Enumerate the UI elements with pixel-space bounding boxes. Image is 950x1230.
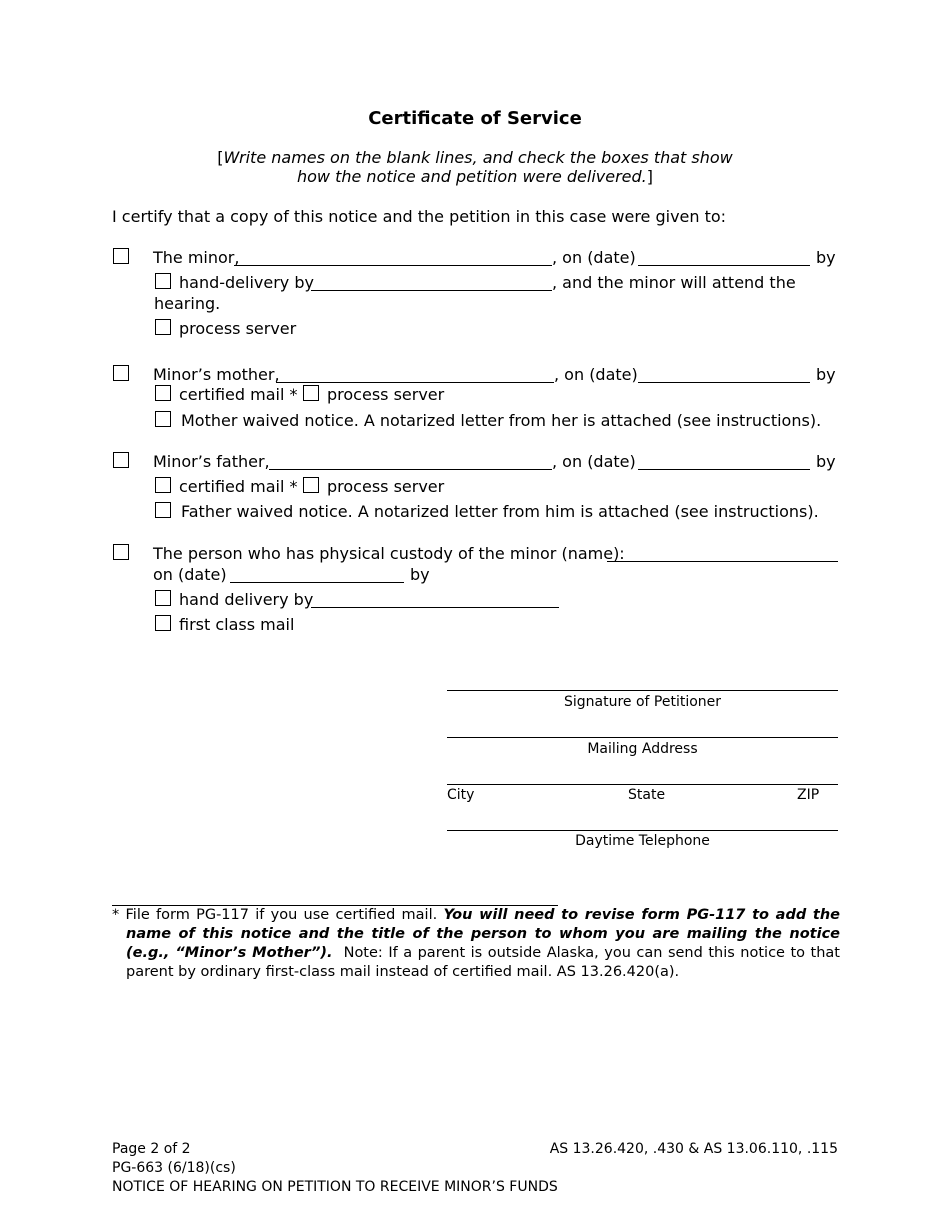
minor-label: The minor, (153, 248, 240, 267)
footer-form-title: NOTICE OF HEARING ON PETITION TO RECEIVE MINOR’S FUNDS (112, 1179, 558, 1195)
custody-name-line[interactable] (607, 561, 838, 562)
page-title: Certificate of Service (368, 108, 582, 129)
state-label: State (628, 787, 666, 803)
city-label: City (447, 787, 475, 803)
father-label: Minor’s father, (153, 452, 270, 471)
father-by-label: by (816, 452, 836, 471)
mother-by-label: by (816, 365, 836, 384)
city-state-zip-line[interactable] (447, 784, 838, 785)
footer-statutes: AS 13.26.420, .430 & AS 13.06.110, .115 (549, 1141, 838, 1157)
father-process-server-checkbox[interactable] (303, 477, 319, 493)
minor-date-line[interactable] (638, 265, 810, 266)
instructions-text-2: how the notice and petition were delivered. (296, 167, 647, 186)
minor-hearing-text: hearing. (154, 294, 221, 313)
minor-on-date-label: , on (date) (552, 248, 636, 267)
minor-attend-text: , and the minor will attend the (552, 273, 796, 292)
custody-hand-delivery-line[interactable] (311, 607, 559, 608)
father-name-line[interactable] (269, 469, 552, 470)
mother-on-date-label: , on (date) (554, 365, 638, 384)
father-certified-mail-label: certified mail * (179, 477, 298, 496)
mother-certified-mail-label: certified mail * (179, 385, 298, 404)
mother-process-server-label: process server (327, 385, 445, 404)
mother-label: Minor’s mother, (153, 365, 280, 384)
instructions-line-1 (0, 148, 950, 167)
custody-label: The person who has physical custody of the minor (name): (153, 544, 625, 563)
instructions-text-1: Write names on the blank lines, and check the boxes that show (223, 148, 733, 167)
intro-text: I certify that a copy of this notice and the petition in this case were given to: (112, 207, 727, 226)
custody-checkbox[interactable] (113, 544, 129, 560)
custody-hand-delivery-checkbox[interactable] (155, 590, 171, 606)
zip-label: ZIP (797, 787, 820, 803)
mother-date-line[interactable] (638, 382, 810, 383)
father-certified-mail-checkbox[interactable] (155, 477, 171, 493)
footer-page-number: Page 2 of 2 (112, 1141, 191, 1157)
footer-form-number: PG-663 (6/18)(cs) (112, 1160, 236, 1176)
signature-line[interactable] (447, 690, 838, 691)
custody-by-label: by (410, 565, 430, 584)
minor-name-line[interactable] (234, 265, 552, 266)
minor-checkbox[interactable] (113, 248, 129, 264)
minor-hand-delivery-line[interactable] (311, 290, 552, 291)
mother-name-line[interactable] (276, 382, 554, 383)
minor-process-server-checkbox[interactable] (155, 319, 171, 335)
father-on-date-label: , on (date) (552, 452, 636, 471)
footnote (112, 906, 840, 982)
father-waived-text: Father waived notice. A notarized letter from him is attached (see instructions). (181, 502, 819, 521)
father-process-server-label: process server (327, 477, 445, 496)
custody-hand-delivery-label: hand delivery by (179, 590, 314, 609)
minor-hand-delivery-label: hand-delivery by (179, 273, 314, 292)
address-label: Mailing Address (587, 741, 698, 757)
father-checkbox[interactable] (113, 452, 129, 468)
address-line[interactable] (447, 737, 838, 738)
minor-by-label: by (816, 248, 836, 267)
phone-label: Daytime Telephone (575, 833, 710, 849)
custody-date-line[interactable] (230, 582, 404, 583)
mother-certified-mail-checkbox[interactable] (155, 385, 171, 401)
mother-checkbox[interactable] (113, 365, 129, 381)
mother-waived-checkbox[interactable] (155, 411, 171, 427)
instructions-open-bracket: [ (217, 148, 224, 167)
signature-label: Signature of Petitioner (563, 694, 722, 710)
father-date-line[interactable] (638, 469, 810, 470)
mother-process-server-checkbox[interactable] (303, 385, 319, 401)
footnote-part-2: You will need to revise form PG-117 to add the name of this notice and the title of the person to whom you are mailing the notice (e.g., “Minor’s Mother”). (126, 907, 841, 961)
phone-line[interactable] (447, 830, 838, 831)
father-waived-checkbox[interactable] (155, 502, 171, 518)
footnote-part-3: Note: If a parent is outside Alaska, you can send this notice to that parent by ordinary first-class mail instead of certified mail. AS 13.26.420(a). (126, 945, 840, 980)
instructions-close-bracket: ] (646, 167, 653, 186)
instructions-line-2 (0, 167, 950, 186)
custody-on-date-label: on (date) (153, 565, 227, 584)
mother-waived-text: Mother waived notice. A notarized letter from her is attached (see instructions). (181, 411, 822, 430)
custody-first-class-checkbox[interactable] (155, 615, 171, 631)
footnote-part-1: * File form PG-117 if you use certified mail. (112, 907, 438, 923)
minor-hand-delivery-checkbox[interactable] (155, 273, 171, 289)
custody-first-class-label: first class mail (179, 615, 295, 634)
minor-process-server-label: process server (179, 319, 297, 338)
